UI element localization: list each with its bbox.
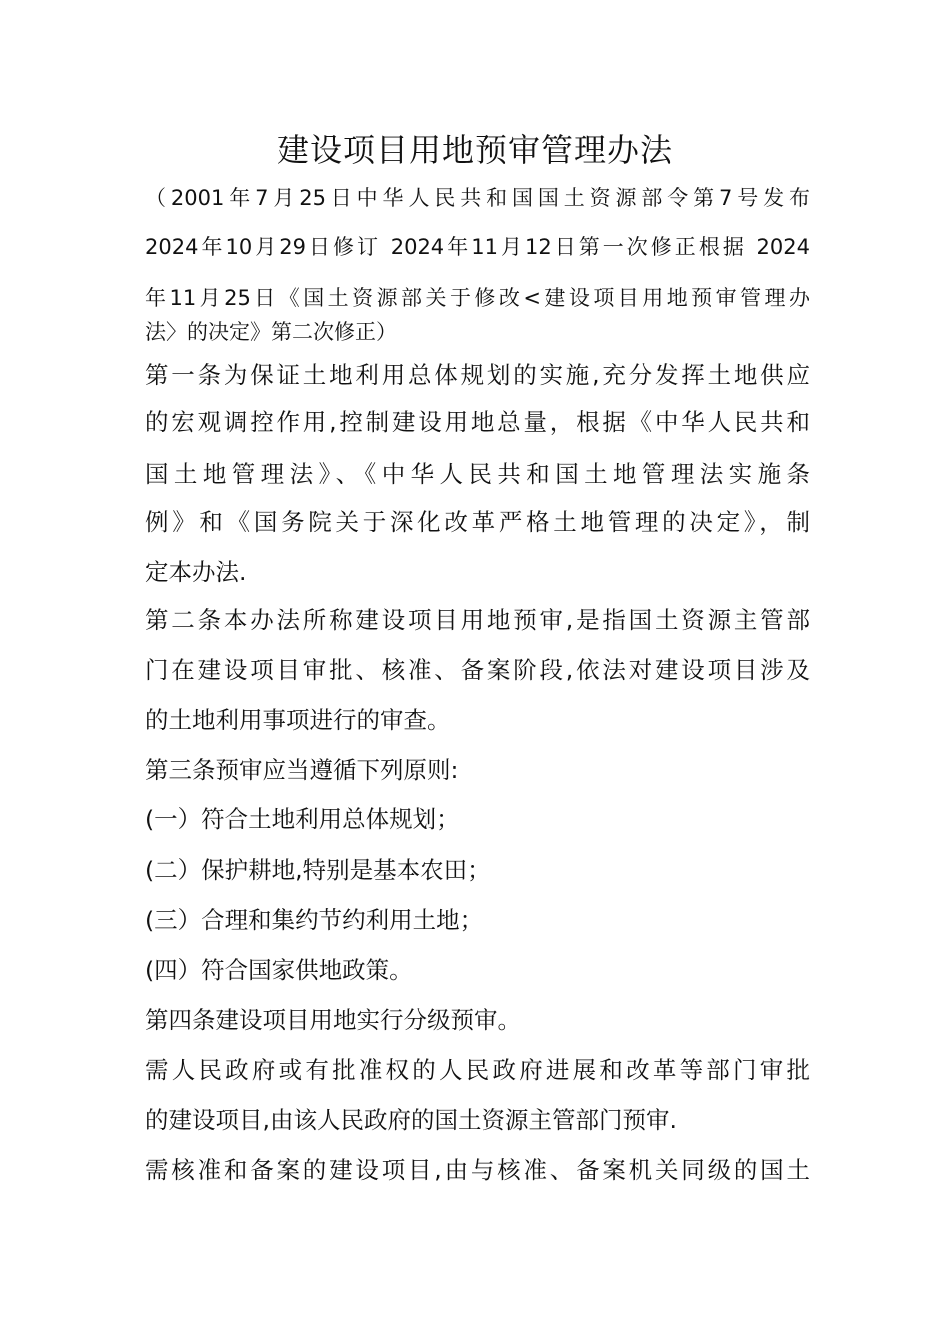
source-line: （2001年7月25日中华人民共和国国土资源部令第7号发布 [145,186,810,210]
source-line: 年11月25日《国土资源部关于修改<建设项目用地预审管理办 [145,286,810,310]
paragraph-line: 需人民政府或有批准权的人民政府进展和改革等部门审批 [145,1056,810,1084]
paragraph-line: 第四条建设项目用地实行分级预审。 [145,1006,521,1034]
paragraph-line: 第一条为保证土地利用总体规划的实施,充分发挥土地供应 [145,361,810,389]
paragraph-line: 例》和《国务院关于深化改革严格土地管理的决定》，制 [145,508,810,536]
paragraph-line: 第二条本办法所称建设项目用地预审,是指国土资源主管部 [145,606,810,634]
paragraph-line: 的宏观调控作用,控制建设用地总量，根据《中华人民共和 [145,408,810,436]
paragraph-line: 国土地管理法》、《中华人民共和国土地管理法实施条 [145,460,810,488]
paragraph-line: 的建设项目,由该人民政府的国土资源主管部门预审. [145,1106,677,1134]
paragraph-line: 需核准和备案的建设项目,由与核准、备案机关同级的国土 [145,1156,810,1184]
list-item: (三）合理和集约节约利用土地； [145,906,484,934]
document-title: 建设项目用地预审管理办法 [276,131,673,169]
paragraph-line: 门在建设项目审批、核准、备案阶段,依法对建设项目涉及 [145,656,810,684]
list-item: (一）符合土地利用总体规划； [145,805,460,833]
source-line: 2024年10月29日修订 2024年11月12日第一次修正根据 2024 [145,235,810,259]
paragraph-line: 定本办法. [145,558,247,586]
list-item: (二）保护耕地,特别是基本农田； [145,856,491,884]
source-line: 法〉的决定》第二次修正） [145,320,397,344]
list-item: (四）符合国家供地政策。 [145,956,413,984]
paragraph-line: 的土地利用事项进行的审查。 [145,706,451,734]
paragraph-line: 第三条预审应当遵循下列原则: [145,756,459,784]
